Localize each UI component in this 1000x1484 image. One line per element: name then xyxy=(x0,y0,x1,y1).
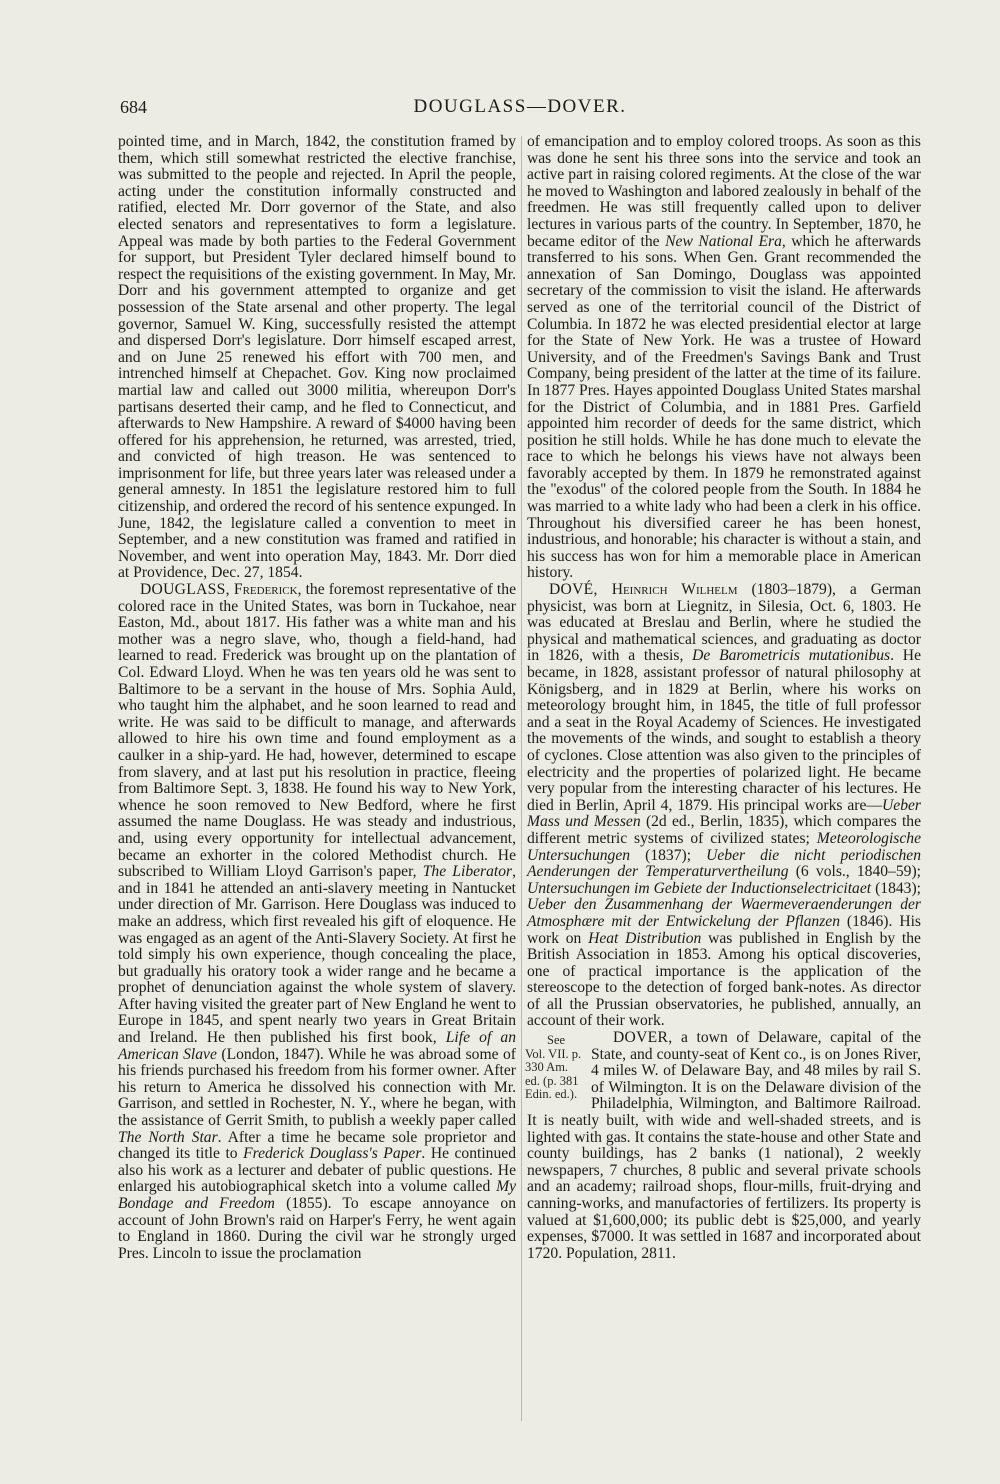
douglass-text-2: , and in 1841 he attended an anti-slavery meeting in Nantucket under direction of Mr. Garrison. Here Douglass was induced to make an address, which first revealed his gift of eloquence. He was engaged as an agent of the Anti-Slavery Society. At first he told simply his own experience, though concealing the place, but gradually his oratory took a wider range and he became a prophet of denunciation against the whole system of slavery. After having visited the greater part of New England he went to Europe in 1845, and spent nearly two years in Great Britain and Ireland. He then published his first book, xyxy=(118,863,517,1047)
headword-douglass: DOUGLASS, xyxy=(140,581,230,599)
dove-text-5: (6 vols., 1840–59); xyxy=(788,863,921,881)
dove-work-5: Ueber den Zusammenhang der Waermeveraenderungen der Atmosphære mit der Entwickelung der Pflanzen xyxy=(527,896,921,930)
douglass-text-3: (London, 1847). While he was abroad some of his friends purchased his freedom from his former owner. After his return to America he dissolved his connection with Mr. Garrison, and settled in Rochester, N. Y., where he began, with the assistance of Gerrit Smith, to publish a weekly paper called xyxy=(118,1045,516,1130)
douglass-text-5: . He continued also his work as a lecturer and debater of public questions. He enlarged his autobiographical sketch into a volume called xyxy=(118,1145,516,1196)
column-divider xyxy=(521,136,522,1421)
douglass-text-1: the foremost representative of the colored race in the United States, was born in Tuckahoe, near Easton, Md., about 1817. His father was a white man and his mother was a negro slave, who, though a field-hand, had learned to read. Frederick was brought up on the plantation of Col. Edward Lloyd. When he was ten years old he was sent to Baltimore to be a servant in the house of Mrs. Sophia Auld, who taught him the alphabet, and he soon learned to read and write. He was said to be difficult to manage, and afterwards allowed to hire his own time and found employment as a caulker in a ship-yard. He had, however, determined to escape from slavery, and at last put his resolution in practice, fleeing from Baltimore Sept. 3, 1838. He found his way to New York, whence he soon removed to New Bedford, where he first assumed the name Douglass. He was steady and industrious, and, using every opportunity for intellectual advancement, became an exhorter in the colored Methodist church. He subscribed to William Lloyd Garrison's paper, xyxy=(118,581,516,881)
entry-dover xyxy=(527,1030,921,1262)
dove-text-4: (1837); xyxy=(630,846,707,864)
title-my-bondage: My Bondage and Freedom xyxy=(118,1178,516,1212)
dove-text-7: (1846). His work on xyxy=(527,912,921,947)
dove-work-3: Ueber die nicht periodischen Aenderungen der Temperaturvertheilung xyxy=(527,846,921,881)
douglass-continuation xyxy=(527,134,921,582)
margin-note-dover: See Vol. VII. p. 330 Am. ed. (p. 381 Edin. ed.). xyxy=(525,1033,582,1102)
title-new-national-era: New National Era xyxy=(665,232,782,250)
given-name-douglass: Frederick, xyxy=(233,581,302,599)
page-number: 684 xyxy=(120,97,147,117)
title-north-star: The North Star xyxy=(118,1128,218,1146)
given-name-dove: Heinrich Wilhelm xyxy=(611,581,738,599)
dove-text-2: . He became, in 1828, assistant professor of natural philosophy at Königsberg, and in 1829 at Berlin, where his works on meteorology brought him, in 1845, the title of full professor and a seat in the Royal Academy of Sciences. He investigated the movements of the winds, and sought to establish a theory of cyclones. Close attention was also given to the principles of electricity and the properties of polarized light. He became very popular from the interesting character of his lectures. He died in Berlin, April 4, 1879. His principal works are— xyxy=(527,647,921,814)
douglass-cont-text-2: , which he afterwards transferred to his sons. When Gen. Grant recommended the annexation of San Domingo, Douglass was appointed secretary of the commission to visit the island. He afterwards served as one of the territorial council of the District of Columbia. In 1872 he was elected presidential elector at large for the State of New York. He was a trustee of Howard University, and of the Freedmen's Savings Bank and Trust Company, being president of the latter at the time of its failure. In 1877 Pres. Hayes appointed Douglass United States marshal for the District of Columbia, and in 1881 Pres. Garfield appointed him recorder of deeds for the same district, which position he still holds. While he has done much to elevate the race to which he belongs his views have not always been favorably accepted by them. In 1879 he remonstrated against the ''exodus'' of the colored people from the South. In 1884 he was married to a white lady who had been a clerk in his office. Throughout his diversified career he has been honest, industrious, and honorable; his character is without a stain, and his success has won for him a memorable place in American history. xyxy=(527,232,921,582)
dove-text-6: (1843); xyxy=(871,879,921,897)
dove-text-1: (1803–1879), a German physicist, was born at Liegnitz, in Silesia, Oct. 6, 1803. He was educated at Breslau and Berlin, where he studied the physical and mathematical sciences, and graduating as doctor in 1826, with a thesis, xyxy=(527,581,922,665)
douglass-cont-text-1: of emancipation and to employ colored troops. As soon as this was done he sent his three sons into the service and took an active part in raising colored regiments. At the close of the war he moved to Washington and labored zealously in behalf of the freedmen. He was still frequently called upon to deliver lectures in various parts of the country. In September, 1870, he became editor of the xyxy=(527,133,921,250)
dove-thesis: De Barometricis mutationibus xyxy=(692,647,891,665)
dove-work-4: Untersuchungen im Gebiete der Inductionselectricitaet xyxy=(527,879,872,897)
entry-dove xyxy=(527,582,921,1030)
left-column xyxy=(118,134,516,1262)
right-column xyxy=(527,134,921,1262)
dove-work-6: Heat Distribution xyxy=(588,929,702,947)
title-life-of-an-american-slave: Life of an American Slave xyxy=(118,1029,517,1063)
headword-dove: DOVÉ, xyxy=(549,581,598,599)
dove-work-2: Meteorologische Untersuchungen xyxy=(527,829,921,864)
dove-text-8: was published in English by the British Association in 1853. Among his optical discoveries, one of practical importance is the application of the stereoscope to the detection of forged bank-notes. As director of all the Prussian observatories, he published, annually, an account of their work. xyxy=(527,929,921,1030)
douglass-text-6: (1855). To escape annoyance on account of John Brown's raid on Harper's Ferry, he went again to England in 1860. During the civil war he strongly urged Pres. Lincoln to issue the proclamation xyxy=(118,1195,516,1262)
headword-dover: DOVER, xyxy=(613,1029,673,1047)
dove-text-3: (2d ed., Berlin, 1835), which compares the different metric systems of civilized states; xyxy=(527,813,921,847)
dover-text: a town of Delaware, capital of the State, and county-seat of Kent co., is on Jones River, 4 miles W. of Delaware Bay, and 48 miles by rail S. of Wilmington. It is on the Delaware division of the Philadelphia, Wilmington, and Baltimore Railroad. It is neatly built, with wide and well-shaded streets, and is lighted with gas. It contains the state-house and other State and county buildings, has 2 banks (1 national), 2 weekly newspapers, 7 churches, 8 public and several private schools and an academy; railroad shops, flour-mills, fruit-drying and canning-works, and manufactories of fertilizers. Its property is valued at $1,600,000; its public debt is $25,000, and yearly expenses, $7000. It was settled in 1687 and incorporated about 1720. Population, 2811. xyxy=(527,1029,921,1262)
dove-work-1: Ueber Mass und Messen xyxy=(527,796,921,831)
title-liberator: The Liberator xyxy=(422,863,513,881)
running-head: DOUGLASS—DOVER. xyxy=(413,96,627,117)
entry-douglass xyxy=(118,582,516,1262)
douglass-text-4: . After a time he became sole proprietor and changed its title to xyxy=(118,1128,517,1163)
title-douglass-paper: Frederick Douglass's Paper xyxy=(243,1145,422,1163)
dorr-continuation: pointed time, and in March, 1842, the constitution framed by them, which still somewhat restricted the elective franchise, was submitted to the people and rejected. In April the people, acting under the constitution informally constructed and ratified, elected Mr. Dorr governor of the State, and also elected senators and representatives to form a legislature. Appeal was made by both parties to the Federal Government for support, but President Tyler declared himself bound to respect the requisitions of the existing government. In May, Mr. Dorr and his government attempted to organize and get possession of the State arsenal and other property. The legal governor, Samuel W. King, successfully resisted the attempt and dispersed Dorr's legislature. Dorr himself escaped arrest, and on June 25 renewed his effort with 700 men, and intrenched himself at Chepachet. Gov. King now proclaimed martial law and called out 3000 militia, whereupon Dorr's partisans deserted their camp, and he fled to Connecticut, and afterwards to New Hampshire. A reward of $4000 having been offered for his apprehension, he returned, was arrested, tried, and convicted of high treason. He was sentenced to imprisonment for life, but three years later was released under a general amnesty. In 1851 the legislature restored him to full citizenship, and ordered the record of his sentence expunged. In June, 1842, the legislature called a convention to meet in September, and a new constitution was framed and ratified in November, and went into operation May, 1843. Mr. Dorr died at Providence, Dec. 27, 1854. xyxy=(118,133,516,582)
